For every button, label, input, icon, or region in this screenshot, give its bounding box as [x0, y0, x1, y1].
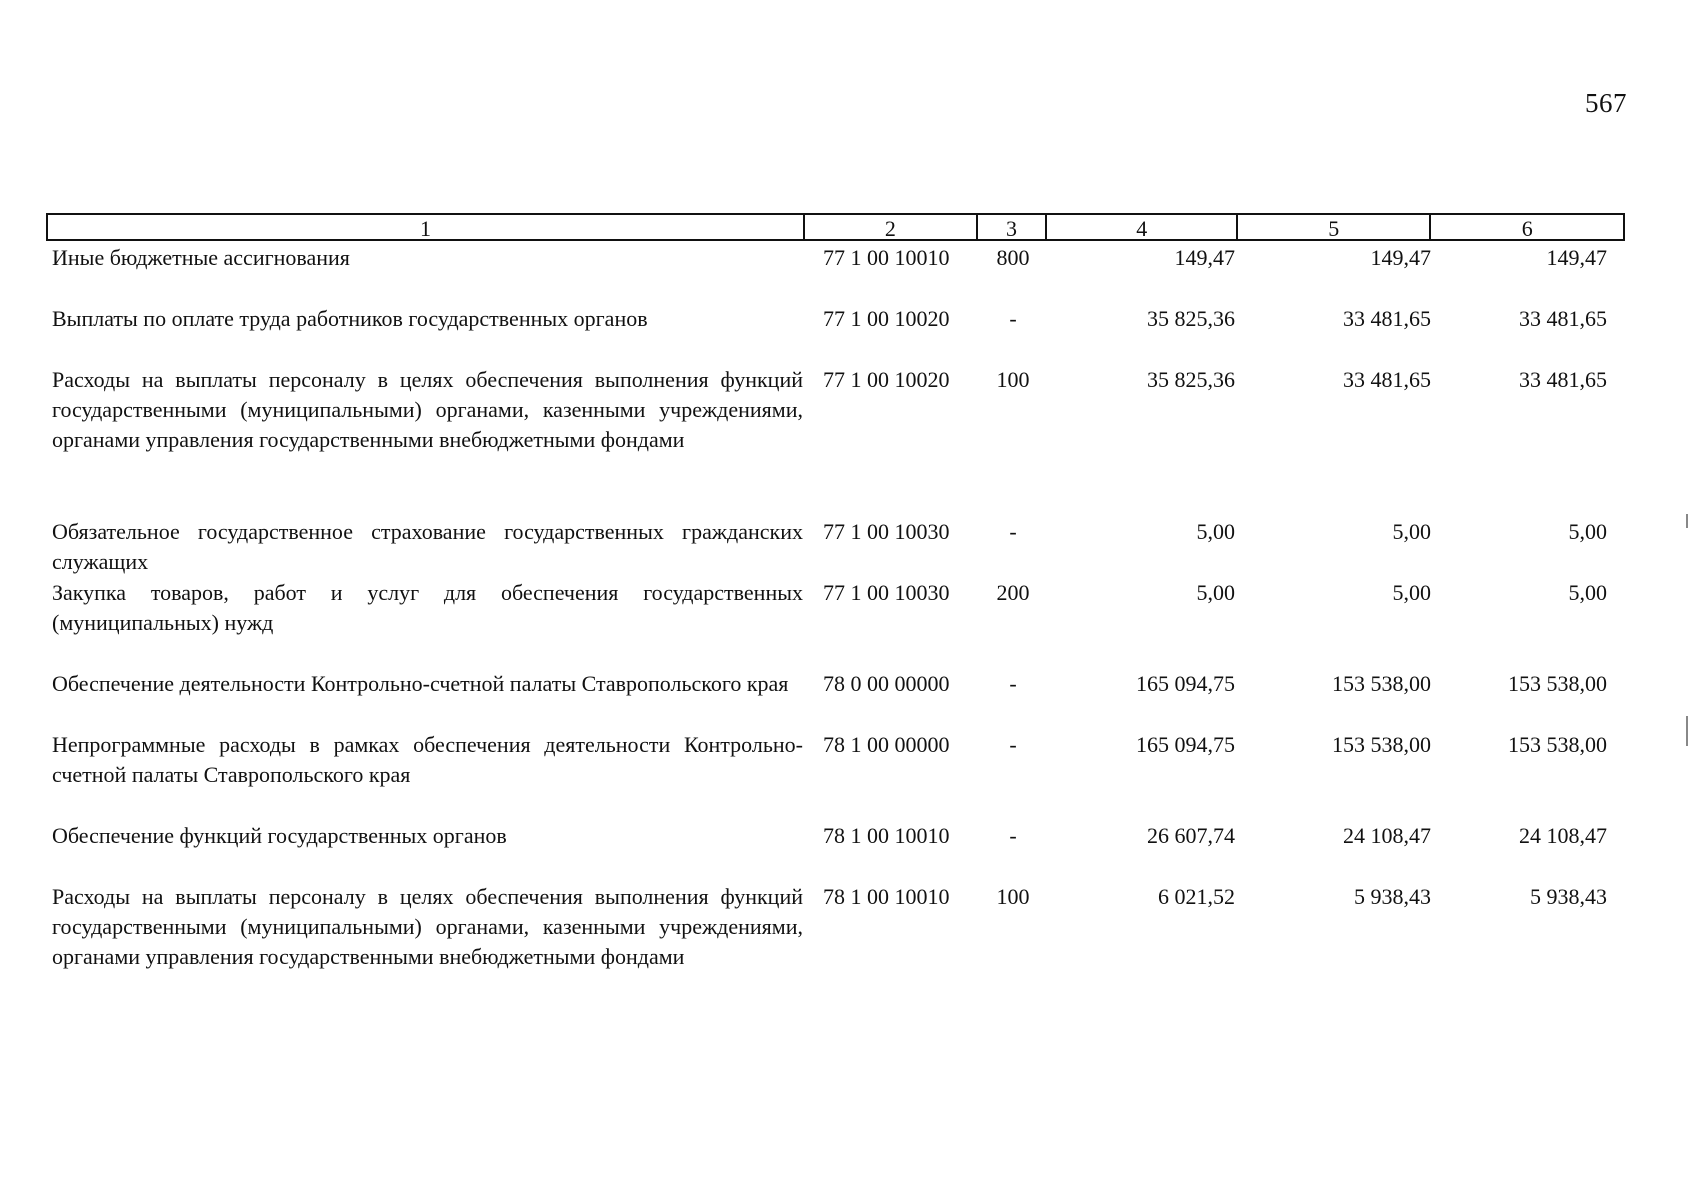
row-code: 78 1 00 10010 — [823, 884, 950, 909]
row-expense-type: - — [1009, 306, 1017, 331]
row-expense-type: 200 — [996, 580, 1030, 605]
header-col-6: 6 — [1521, 216, 1533, 241]
header-col-1: 1 — [48, 215, 805, 239]
row-value-col5: 33 481,65 — [1343, 306, 1431, 331]
table-row — [46, 669, 1625, 699]
row-value-col6: 33 481,65 — [1519, 367, 1607, 392]
header-col-5: 5 — [1238, 215, 1432, 239]
row-value-col5: 5,00 — [1392, 519, 1431, 544]
table-row — [46, 882, 1625, 972]
table-row — [46, 730, 1625, 790]
row-value-col4: 149,47 — [1174, 245, 1235, 270]
row-value-col4: 165 094,75 — [1136, 732, 1235, 757]
row-code: 77 1 00 10020 — [823, 306, 950, 331]
row-expense-type: - — [1009, 519, 1017, 544]
row-value-col5: 149,47 — [1370, 245, 1431, 270]
row-expense-type: 100 — [996, 884, 1030, 909]
row-value-col6: 153 538,00 — [1508, 732, 1607, 757]
row-description: Непрограммные расходы в рамках обеспечения деятельности Контрольно-счетной палаты Ставропольского края — [52, 732, 803, 787]
row-value-col5: 33 481,65 — [1343, 367, 1431, 392]
header-col-4: 4 — [1047, 215, 1238, 239]
row-expense-type: - — [1009, 732, 1017, 757]
row-code: 77 1 00 10030 — [823, 580, 950, 605]
row-description: Закупка товаров, работ и услуг для обеспечения государственных (муниципальных) нужд — [52, 580, 803, 635]
row-value-col6: 5,00 — [1568, 519, 1607, 544]
row-value-col4: 26 607,74 — [1147, 823, 1235, 848]
row-value-col6: 5,00 — [1568, 580, 1607, 605]
header-col-2: 2 — [805, 215, 978, 239]
row-code: 78 1 00 00000 — [823, 732, 950, 757]
row-expense-type: - — [1009, 671, 1017, 696]
row-code: 78 1 00 10010 — [823, 823, 950, 848]
table-row — [46, 517, 1625, 577]
row-expense-type: 800 — [996, 245, 1030, 270]
row-value-col6: 33 481,65 — [1519, 306, 1607, 331]
row-description: Обеспечение деятельности Контрольно-счетной палаты Ставропольского края — [52, 671, 789, 696]
row-value-col4: 5,00 — [1196, 580, 1235, 605]
row-description: Иные бюджетные ассигнования — [52, 245, 350, 270]
table-row — [46, 243, 1625, 273]
row-value-col6: 5 938,43 — [1530, 884, 1607, 909]
row-description: Обеспечение функций государственных органов — [52, 823, 507, 848]
row-code: 77 1 00 10020 — [823, 367, 950, 392]
table-row — [46, 821, 1625, 851]
page-number: 567 — [1585, 88, 1627, 118]
table-row — [46, 304, 1625, 334]
row-value-col6: 153 538,00 — [1508, 671, 1607, 696]
budget-table — [46, 213, 1625, 969]
table-row — [46, 578, 1625, 638]
row-value-col4: 35 825,36 — [1147, 306, 1235, 331]
row-value-col5: 5 938,43 — [1354, 884, 1431, 909]
row-code: 77 1 00 10030 — [823, 519, 950, 544]
header-col-3: 3 — [978, 215, 1048, 239]
row-expense-type: 100 — [996, 367, 1030, 392]
row-description: Выплаты по оплате труда работников государственных органов — [52, 306, 648, 331]
row-code: 78 0 00 00000 — [823, 671, 950, 696]
row-description: Расходы на выплаты персоналу в целях обеспечения выполнения функций государственными (муниципальными) органами, казенными учреждениями, органами управления государственными внебюджетными фондами — [52, 884, 803, 969]
row-value-col5: 153 538,00 — [1332, 732, 1431, 757]
row-value-col4: 5,00 — [1196, 519, 1235, 544]
table-row — [46, 365, 1625, 455]
row-value-col4: 6 021,52 — [1158, 884, 1235, 909]
row-expense-type: - — [1009, 823, 1017, 848]
row-value-col4: 165 094,75 — [1136, 671, 1235, 696]
scan-margin-mark — [1686, 716, 1688, 746]
table-header-row — [46, 213, 1625, 241]
row-description: Обязательное государственное страхование государственных гражданских служащих — [52, 519, 803, 574]
row-value-col6: 24 108,47 — [1519, 823, 1607, 848]
scan-margin-mark — [1686, 514, 1688, 528]
row-value-col5: 153 538,00 — [1332, 671, 1431, 696]
row-value-col5: 5,00 — [1392, 580, 1431, 605]
row-value-col6: 149,47 — [1546, 245, 1607, 270]
row-value-col5: 24 108,47 — [1343, 823, 1431, 848]
row-code: 77 1 00 10010 — [823, 245, 950, 270]
row-value-col4: 35 825,36 — [1147, 367, 1235, 392]
row-description: Расходы на выплаты персоналу в целях обеспечения выполнения функций государственными (муниципальными) органами, казенными учреждениями, органами управления государственными внебюджетными фондами — [52, 367, 803, 452]
